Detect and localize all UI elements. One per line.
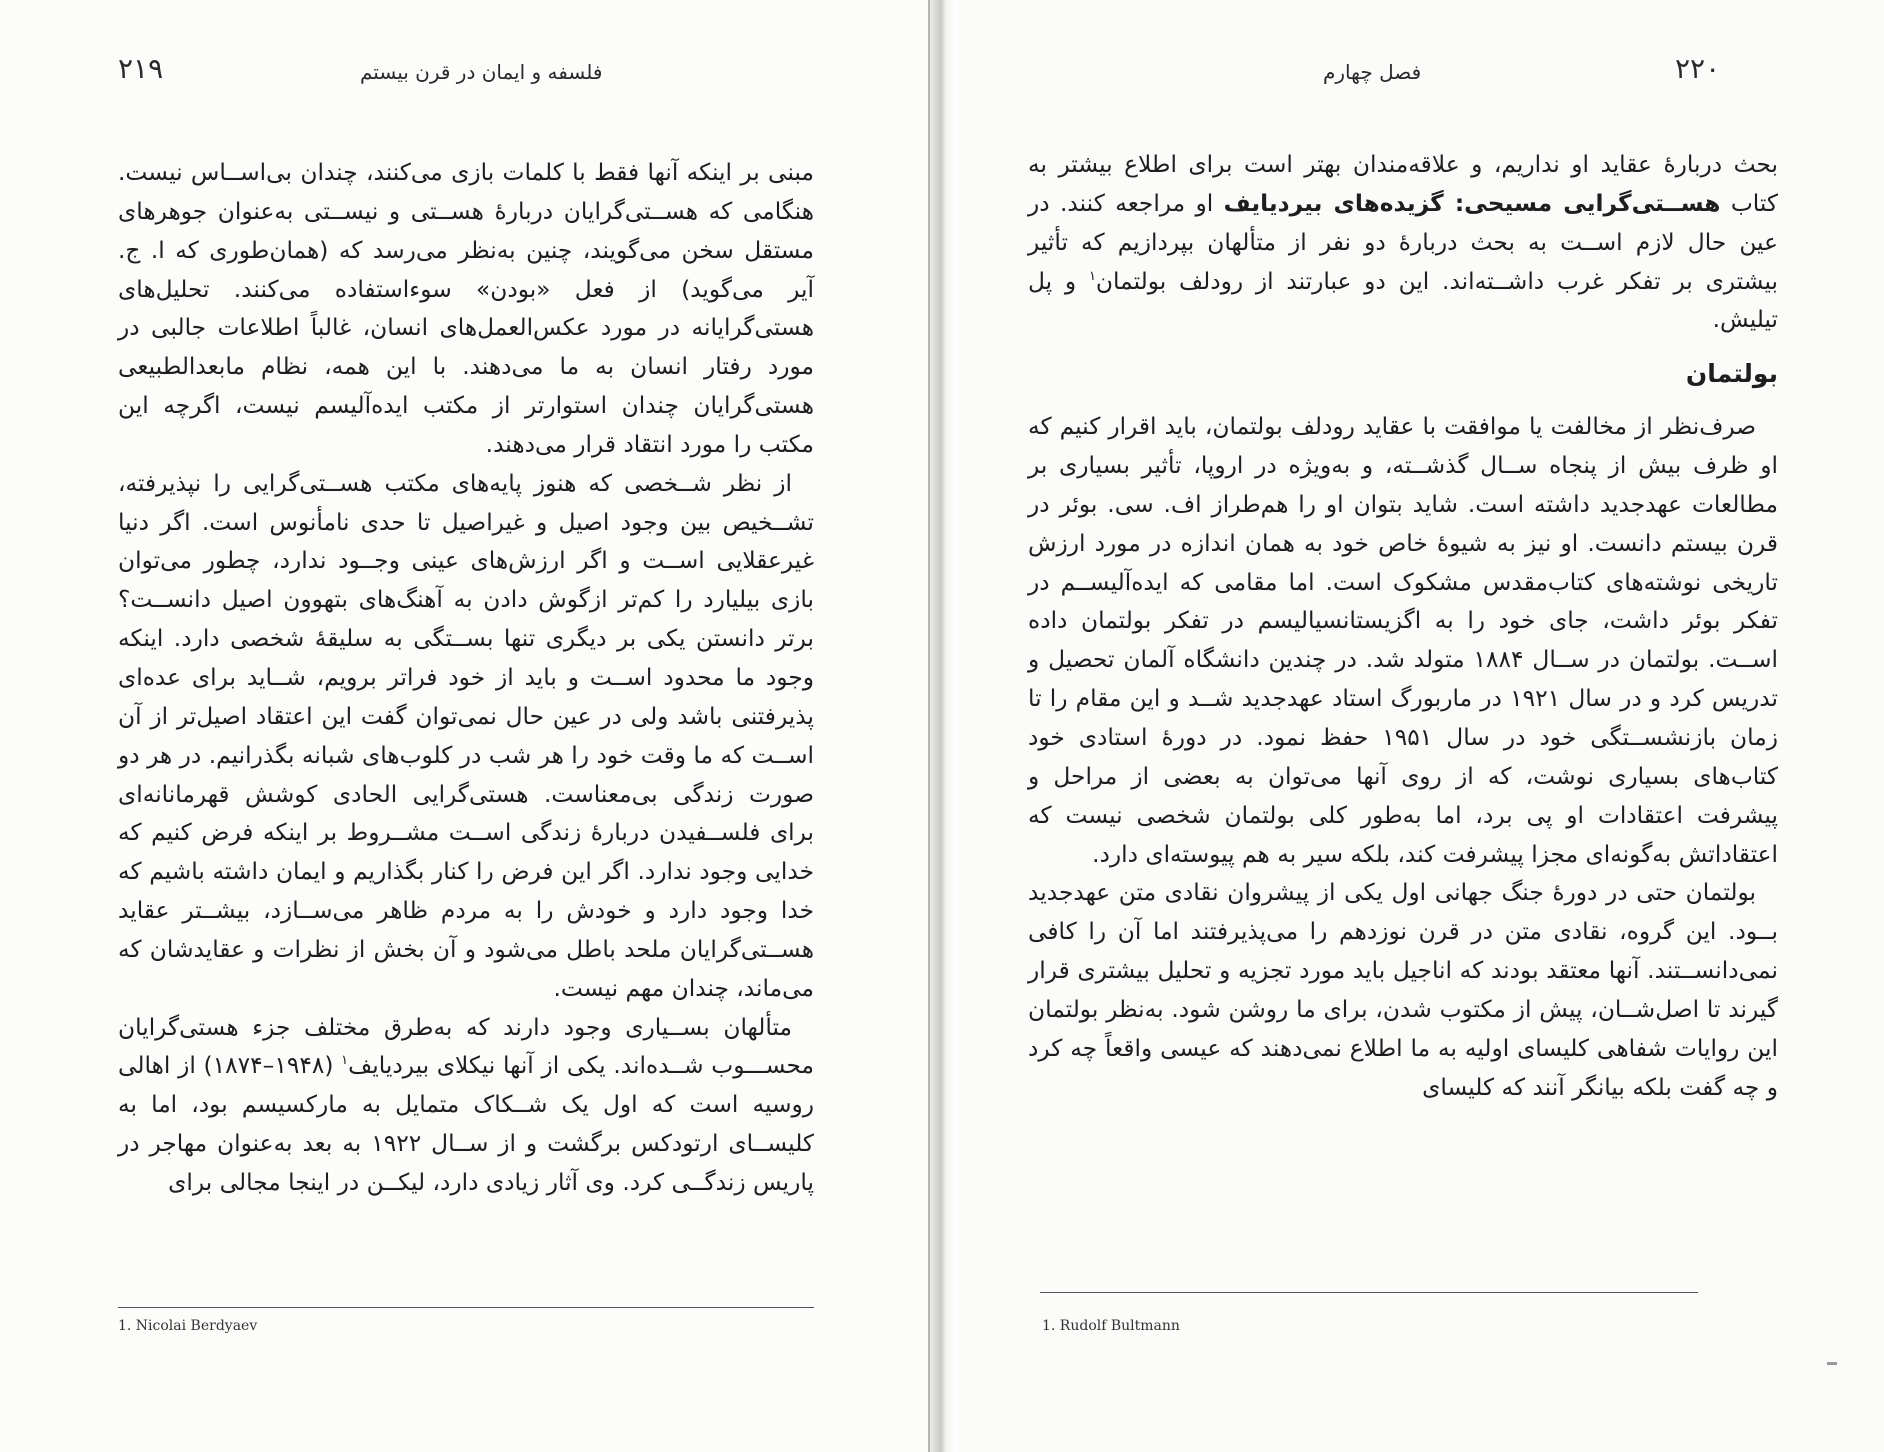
footnote: 1. Rudolf Bultmann xyxy=(1042,1318,1180,1334)
left-body-text xyxy=(118,154,814,1203)
paragraph-text: بحث دربارهٔ عقاید او نداریم، و علاقه‌مندان بهتر است برای اطلاع بیشتر به کتاب xyxy=(1028,151,1779,217)
right-page xyxy=(957,0,1884,1452)
paragraph: صرف‌نظر از مخالفت یا موافقت با عقاید رودلف بولتمان، باید اقرار کنیم که او ظرف بیش از پنجاه ســال گذشــته، و به‌ویژه در اروپا، تأثیر بسیاری بر مطالعات عهدجدید داشته است. شاید بتوان او را هم‌طراز اف. سی. بوئر در قرن بیستم دانست. او نیز به شیوهٔ خاص خود به همان اندازه در مورد ارزش تاریخی نوشته‌های کتاب‌مقدس مشکوک است. اما مقامی که ایده‌آلیســم در تفکر بوئر داشت، جای خود را به اگزیستانسیالیسم در تفکر بولتمان داده اســت. بولتمان در ســال ۱۸۸۴ متولد شد. در چندین دانشگاه آلمان تحصیل و تدریس کرد و در سال ۱۹۲۱ در ماربورگ استاد عهدجدید شــد و این مقام را تا زمان بازنشســتگی خود در سال ۱۹۵۱ حفظ نمود. در دورهٔ استادی خود کتاب‌های بسیاری نوشت، که از روی آنها می‌توان به بعضی از مراحل و پیشرفت اعتقادات او پی برد، اما به‌طور کلی بولتمان شخصی نیست که اعتقاداتش به‌گونه‌ای مجزا پیشرفت کند، بلکه سیر به هم پیوسته‌ای دارد. xyxy=(1028,413,1779,868)
right-body-text xyxy=(1028,146,1778,1107)
running-title: فصل چهارم xyxy=(1323,60,1422,84)
footnote-divider xyxy=(118,1307,814,1308)
footnote-marker: ۱ xyxy=(341,1053,349,1069)
section-heading: بولتمان xyxy=(1685,359,1778,389)
page-number: ۲۱۹ xyxy=(118,52,164,85)
paragraph-text: او مراجعه کنند. در عین حال لازم اســت به بحث دربارهٔ دو نفر از متألهان بپردازیم که تأثیر بیشتری بر تفکر غرب داشــته‌اند. این دو عبارتند از رودلف بولتمان xyxy=(1028,189,1778,295)
paragraph-text: متألهان بســیاری وجود دارند که به‌طرق مختلف جزء هستی‌گرایان محســـوب شــده‌اند. یکی از آنها نیکلای بیردیایف xyxy=(118,1013,815,1080)
scan-speck xyxy=(1827,1362,1837,1365)
footnote: 1. Nicolai Berdyaev xyxy=(118,1318,258,1334)
paragraph: مبنی بر اینکه آنها فقط با کلمات بازی می‌کنند، چندان بی‌اســاس نیست. هنگامی که هســتی‌گرایان دربارهٔ هســتی و نیســتی به‌عنوان جوهرهای مستقل سخن می‌گویند، چنین به‌نظر می‌رسد که (همان‌طوری که ا. ج. آیر می‌گوید) از فعل «بودن» سوءاستفاده می‌کنند. تحلیل‌های هستی‌گرایانه در مورد عکس‌العمل‌های انسان، غالباً اطلاعات جالبی در مورد رفتار انسان به ما می‌دهند. با این همه، نظام مابعدالطبیعی هستی‌گرایان چندان استوارتر از مکتب ایده‌آلیسم نیست، اگرچه این مکتب را مورد انتقاد قرار می‌دهند. xyxy=(118,159,814,458)
paragraph xyxy=(118,1009,814,1203)
page-edge xyxy=(928,0,930,1452)
book-title: هســتی‌گرایی مسیحی: گزیده‌های بیردیایف xyxy=(1223,189,1721,217)
paragraph-text: و پل تیلیش. xyxy=(1028,267,1778,334)
running-title: فلسفه و ایمان در قرن بیستم xyxy=(360,60,603,84)
paragraph xyxy=(1028,146,1778,340)
footnote-marker: ۱ xyxy=(1088,268,1096,284)
left-page xyxy=(0,0,930,1452)
book-gutter xyxy=(930,0,957,1452)
paragraph-text: (۱۹۴۸–۱۸۷۴) از اهالی روسیه است که اول یک شــکاک متمایل به مارکسیسم بود، اما به کلیســای ارتودکس برگشت و از ســال ۱۹۲۲ به بعد به‌عنوان مهاجر در پاریس زندگــی کرد. وی آثار زیادی دارد، لیکــن در اینجا مجالی برای xyxy=(118,1052,814,1196)
paragraph: بولتمان حتی در دورهٔ جنگ جهانی اول یکی از پیشروان نقادی متن عهدجدید بــود. این گروه، نقادی متن در قرن نوزدهم را می‌پذیرفتند اما آن را کافی نمی‌دانســتند. آنها معتقد بودند که اناجیل باید مورد تجزیه و تحلیل بیشتری قرار گیرند تا اصل‌شــان، پیش از مکتوب شدن، برای ما روشن شود. به‌نظر بولتمان این روایات شفاهی کلیسای اولیه به ما اطلاع نمی‌دهند که عیسی واقعاً چه کرد و چه گفت بلکه بیانگر آنند که کلیسای xyxy=(1028,879,1778,1101)
left-header xyxy=(0,52,930,92)
footnote-divider xyxy=(1040,1292,1698,1293)
right-header xyxy=(957,52,1884,92)
paragraph: از نظر شــخصی که هنوز پایه‌های مکتب هســتی‌گرایی را نپذیرفته، تشــخیص بین وجود اصیل و غیراصیل تا حدی نامأنوس است. اگر دنیا غیرعقلایی اســت و اگر ارزش‌های عینی وجــود ندارد، چطور می‌توان بازی بیلیارد را کم‌تر ازگوش دادن به آهنگ‌های بتهوون اصیل دانســت؟ برتر دانستن یکی بر دیگری تنها بســتگی به سلیقهٔ شخصی دارد. اینکه وجود ما محدود اســت و باید از خود فراتر برویم، شــاید برای عده‌ای پذیرفتنی باشد ولی در عین حال نمی‌توان گفت این اعتقاد اصیل‌تر از آن اســت که ما وقت خود را هر شب در کلوب‌های شبانه بگذرانیم. در هر دو صورت زندگی بی‌معناست. هستی‌گرایی الحادی کوشش قهرمانانه‌ای برای فلســفیدن دربارهٔ زندگی اســت مشــروط بر اینکه فرض کنیم که خدایی وجود ندارد. اگر این فرض را کنار بگذاریم و ایمان داشته باشیم که خدا وجود دارد و خودش را به مردم ظاهر می‌ســازد، بیشــتر عقاید هســتی‌گرایان ملحد باطل می‌شود و آن بخش از نظرات و عقایدشان که می‌ماند، چندان مهم نیست. xyxy=(118,469,814,1002)
page-number: ۲۲۰ xyxy=(1675,52,1721,85)
